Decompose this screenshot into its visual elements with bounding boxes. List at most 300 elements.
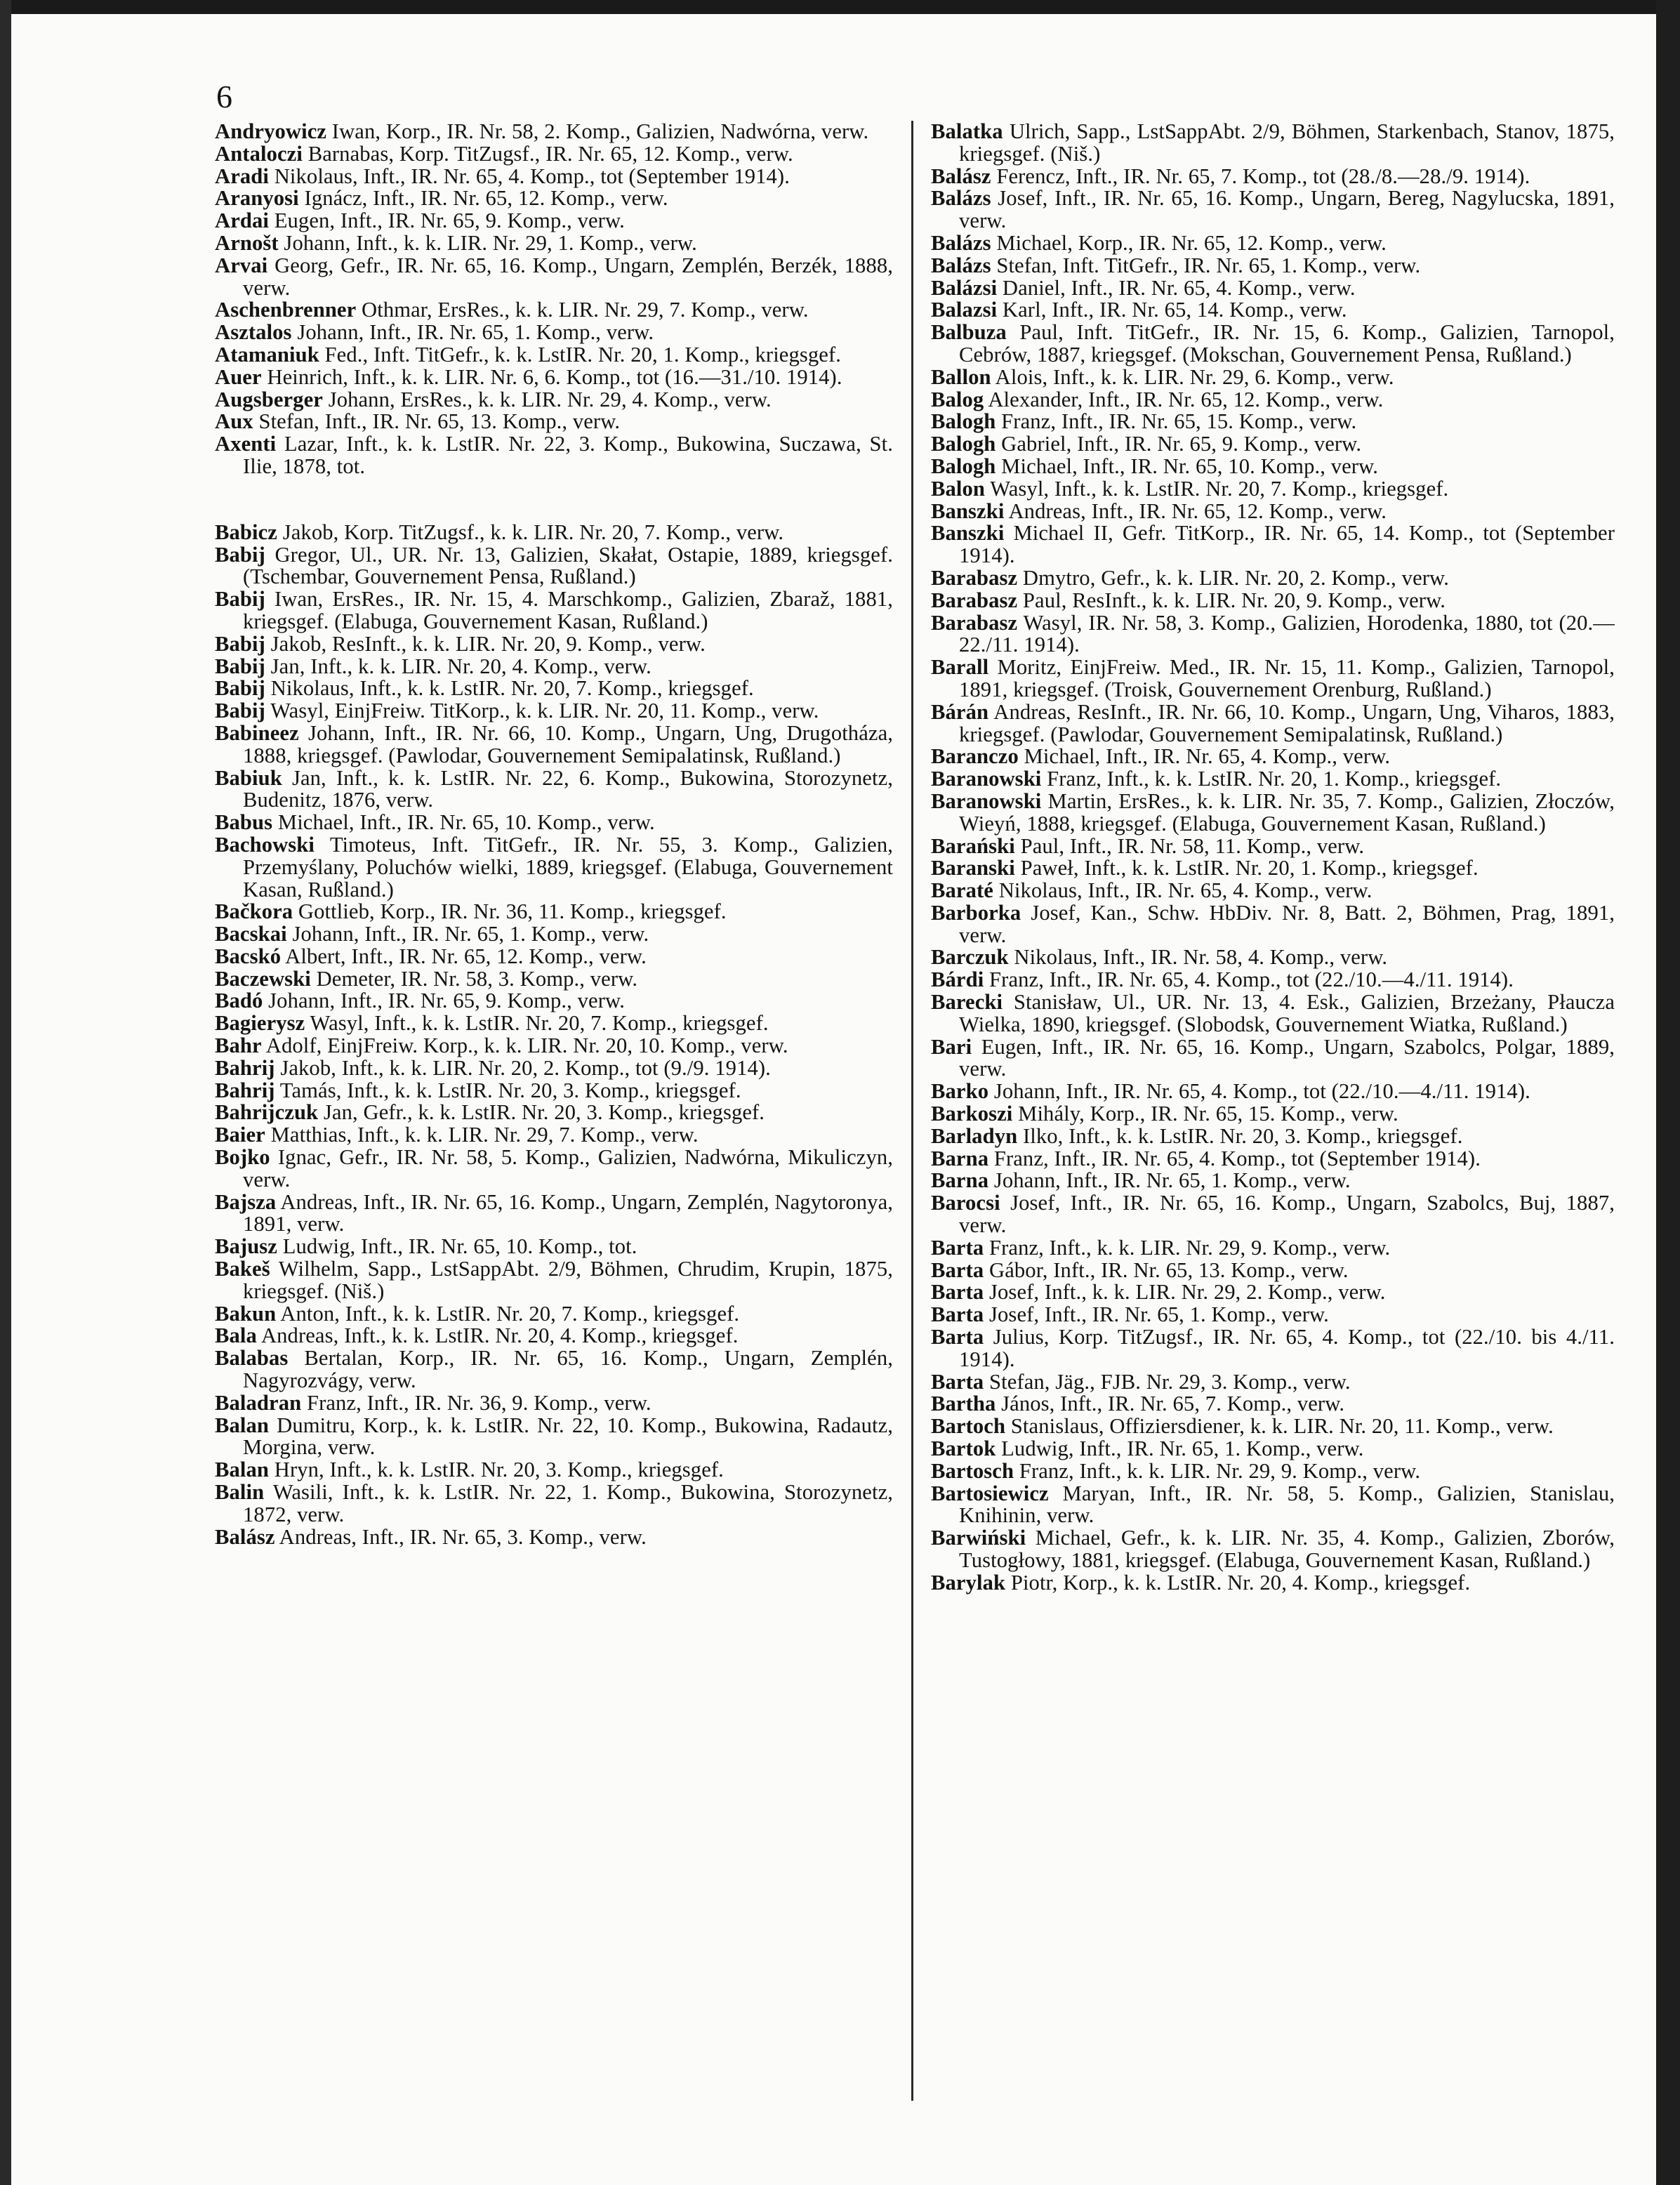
entry-details: Ignácz, Inft., IR. Nr. 65, 12. Komp., verw. [298,186,668,211]
entry-details: Paul, Inft. TitGefr., IR. Nr. 15, 6. Komp., Galizien, Tarnopol, Cebrów, 1887, kriegsgef. (Mokschan, Gouvernement Pensa, Rußland.) [959,320,1615,367]
entry-surname: Bacskó [215,944,282,968]
entry-surname: Bahrijczuk [215,1100,319,1125]
entry-details: Franz, Inft., k. k. LIR. Nr. 29, 9. Komp., verw. [1014,1458,1421,1483]
list-entry [931,1192,1615,1237]
entry-surname: Balázs [931,186,991,211]
list-entry [215,1481,893,1526]
list-entry [215,1258,893,1303]
list-entry [215,210,893,232]
entry-details: Othmar, ErsRes., k. k. LIR. Nr. 29, 7. Komp., verw. [356,298,809,322]
entry-details: Jan, Inft., k. k. LstIR. Nr. 22, 6. Komp., Bukowina, Storozynetz, Budenitz, 1876, verw. [243,765,893,812]
entry-details: Barnabas, Korp. TitZugsf., IR. Nr. 65, 12. Komp., verw. [302,141,793,166]
list-entry [931,590,1615,612]
entry-surname: Balász [215,1524,275,1549]
left-column [215,121,893,1548]
entry-details: Michael, Gefr., k. k. LIR. Nr. 35, 4. Komp., Galizien, Zborów, Tustogłowy, 1881, kriegsgef. (Elabuga, Gouvernement Kasan, Rußland.) [959,1526,1615,1572]
list-entry [931,1036,1615,1081]
entry-surname: Augsberger [215,387,323,411]
entry-surname: Babij [215,654,265,678]
entry-details: Paul, Inft., IR. Nr. 58, 11. Komp., verw. [1014,833,1365,858]
entry-surname: Baladran [215,1390,302,1415]
entry-details: Paweł, Inft., k. k. LstIR. Nr. 20, 1. Komp., kriegsgef. [1014,856,1479,880]
entry-details: Ilko, Inft., k. k. LstIR. Nr. 20, 3. Komp., kriegsgef. [1017,1123,1463,1148]
list-entry [215,121,893,143]
entry-surname: Bajusz [215,1234,277,1259]
entry-surname: Barabasz [931,610,1018,635]
entry-details: Wasili, Inft., k. k. LstIR. Nr. 22, 1. Komp., Bukowina, Storozynetz, 1872, verw. [243,1480,893,1526]
list-entry [931,322,1615,367]
list-entry [931,1460,1615,1483]
entry-surname: Babij [215,631,265,656]
entry-surname: Barta [931,1235,984,1260]
entry-surname: Banszki [931,499,1005,523]
list-entry [215,1459,893,1481]
entry-details: Jakob, ResInft., k. k. LIR. Nr. 20, 9. Komp., verw. [265,631,706,656]
scan-edge-left [0,0,11,2185]
entry-details: Josef, Kan., Schw. HbDiv. Nr. 8, Batt. 2, Böhmen, Prag, 1891, verw. [959,900,1615,947]
entry-surname: Ardai [215,209,269,233]
list-entry [931,1304,1615,1326]
list-entry [931,902,1615,947]
entry-surname: Babij [215,676,265,701]
entry-details: Bertalan, Korp., IR. Nr. 65, 16. Komp., Ungarn, Zemplén, Nagyrozvágy, verw. [243,1346,893,1393]
list-entry [931,768,1615,791]
list-entry [931,656,1615,701]
list-entry [931,166,1615,188]
list-entry [931,1170,1615,1192]
entry-surname: Balon [931,476,986,501]
list-entry [931,1415,1615,1438]
entry-surname: Baczewski [215,966,311,991]
entry-details: Franz, Inft., IR. Nr. 65, 4. Komp., tot (September 1914). [988,1146,1481,1170]
entry-details: Piotr, Korp., k. k. LstIR. Nr. 20, 4. Komp., kriegsgef. [1005,1570,1471,1595]
entry-details: Demeter, IR. Nr. 58, 3. Komp., verw. [310,966,638,991]
entry-surname: Bárdi [931,968,984,992]
entry-details: Franz, Inft., k. k. LIR. Nr. 29, 9. Komp., verw. [984,1235,1391,1260]
entry-surname: Aradi [215,164,269,188]
entry-details: Johann, Inft., IR. Nr. 65, 1. Komp., verw. [988,1168,1351,1193]
list-entry [931,1371,1615,1394]
list-entry [215,411,893,433]
list-entry [215,364,893,389]
left-column-a-entries [215,121,893,478]
entry-details: Andreas, ResInft., IR. Nr. 66, 10. Komp., Ungarn, Ung, Viharos, 1883, kriegsgef. (Pawlodar, Gouvernement Semipalatinsk, Rußland.) [959,699,1615,746]
entry-details: Stanisław, Ul., UR. Nr. 13, 4. Esk., Galizien, Brzeżany, Płaucza Wielka, 1890, kriegsgef. (Slobodsk, Gouvernement Wiatka, Rußland.) [959,990,1615,1036]
list-entry [215,1526,893,1549]
entry-details: Johann, Inft., k. k. LIR. Nr. 29, 1. Komp., verw. [278,230,697,255]
entry-details: Jan, Gefr., k. k. LstIR. Nr. 20, 3. Komp., kriegsgef. [318,1100,765,1125]
list-entry [931,991,1615,1036]
list-entry [215,1303,893,1326]
entry-surname: Bari [931,1034,972,1059]
entry-details: Anton, Inft., k. k. LstIR. Nr. 20, 7. Komp., kriegsgef. [276,1301,740,1326]
entry-details: Jan, Inft., k. k. LIR. Nr. 20, 4. Komp., verw. [265,654,652,678]
list-entry [931,946,1615,969]
entry-details: Lazar, Inft., k. k. LstIR. Nr. 22, 3. Komp., Bukowina, Suczawa, St. Ilie, 1878, tot. [243,432,893,478]
entry-details: Daniel, Inft., IR. Nr. 65, 4. Komp., verw. [997,275,1356,300]
list-entry [215,1035,893,1057]
scan-edge-right [1656,0,1680,2185]
list-entry [215,143,893,166]
list-entry [215,1191,893,1236]
entry-details: Wasyl, EinjFreiw. TitKorp., k. k. LIR. Nr. 20, 11. Komp., verw. [265,699,819,723]
entry-surname: Balász [931,164,991,188]
entry-surname: Barocsi [931,1191,1000,1215]
entry-surname: Balazsi [931,298,998,322]
entry-surname: Babus [215,810,273,835]
list-entry [931,1527,1615,1572]
entry-details: Maryan, Inft., IR. Nr. 58, 5. Komp., Galizien, Stanislau, Knihinin, verw. [959,1481,1615,1528]
list-entry [215,901,893,923]
list-entry [931,1125,1615,1148]
entry-surname: Ballon [931,364,991,389]
entry-details: Michael II, Gefr. TitKorp., IR. Nr. 65, 14. Komp., tot (September 1914). [959,521,1615,568]
entry-details: Andreas, Inft., IR. Nr. 65, 16. Komp., Ungarn, Zemplén, Nagytoronya, 1891, verw. [243,1189,893,1236]
entry-surname: Barta [931,1369,984,1394]
entry-surname: Balabas [215,1346,289,1371]
entry-surname: Banszki [931,521,1005,546]
entry-details: Nikolaus, Inft., k. k. LstIR. Nr. 20, 7. Komp., kriegsgef. [265,676,754,701]
entry-details: Hryn, Inft., k. k. LstIR. Nr. 20, 3. Komp., kriegsgef. [269,1458,724,1482]
list-entry [931,232,1615,255]
list-entry [215,1236,893,1258]
list-entry [215,344,893,367]
entry-surname: Barkoszi [931,1102,1013,1126]
entry-surname: Barta [931,1257,984,1282]
list-entry [215,166,893,188]
list-entry [931,833,1615,858]
list-entry [215,255,893,300]
entry-surname: Bartha [931,1392,996,1416]
entry-surname: Balázs [931,253,991,277]
entry-surname: Baranski [931,856,1015,880]
entry-surname: Balin [215,1480,265,1505]
entry-details: Albert, Inft., IR. Nr. 65, 12. Komp., verw. [281,944,647,968]
list-entry [931,1326,1615,1371]
entry-surname: Bahrij [215,1078,275,1102]
list-entry [931,433,1615,456]
entry-details: Fed., Inft. TitGefr., k. k. LstIR. Nr. 20, 1. Komp., kriegsgef. [319,342,841,367]
entry-details: Franz, Inft., IR. Nr. 36, 9. Komp., verw. [301,1390,652,1415]
entry-details: Johann, Inft., IR. Nr. 65, 1. Komp., verw. [291,320,654,345]
entry-details: Georg, Gefr., IR. Nr. 65, 16. Komp., Ungarn, Zemplén, Berzék, 1888, verw. [243,253,893,300]
list-entry [931,1081,1615,1103]
list-entry [215,299,893,322]
list-entry [931,255,1615,277]
entry-details: Gábor, Inft., IR. Nr. 65, 13. Komp., verw. [984,1257,1349,1282]
entry-surname: Balogh [931,409,996,434]
list-entry [215,1124,893,1147]
list-entry [931,478,1615,501]
list-entry [931,969,1615,991]
entry-surname: Baraté [931,878,993,903]
entry-surname: Barna [931,1146,989,1170]
entry-surname: Balatka [931,119,1003,143]
entry-surname: Balázsi [931,275,998,300]
list-entry [215,544,893,589]
entry-details: Nikolaus, Inft., IR. Nr. 58, 4. Komp., verw. [1008,945,1388,970]
entry-surname: Barall [931,655,989,680]
list-entry [931,701,1615,746]
entry-surname: Barczuk [931,945,1009,970]
entry-surname: Arnošt [215,230,279,255]
entry-surname: Balogh [931,454,996,478]
entry-details: Nikolaus, Inft., IR. Nr. 65, 4. Komp., verw. [993,878,1373,903]
entry-surname: Asztalos [215,320,292,345]
entry-details: Andreas, Inft., IR. Nr. 65, 3. Komp., verw. [275,1524,647,1549]
entry-surname: Barański [931,833,1015,858]
entry-surname: Aranyosi [215,186,299,211]
list-entry [215,1147,893,1191]
list-entry [931,501,1615,523]
entry-details: Dumitru, Korp., k. k. LstIR. Nr. 22, 10. Komp., Bukowina, Radautz, Morgina, verw. [243,1413,893,1460]
list-entry [931,364,1615,389]
entry-details: Johann, Inft., IR. Nr. 66, 10. Komp., Ungarn, Ung, Drugotháza, 1888, kriegsgef. (Pawlodar, Gouvernement Semipalatinsk, Rußland.) [243,720,893,767]
entry-surname: Bačkora [215,899,293,924]
list-entry [215,722,893,767]
entry-surname: Antaloczi [215,141,303,166]
entry-surname: Balbuza [931,320,1007,345]
entry-details: Heinrich, Inft., k. k. LIR. Nr. 6, 6. Komp., tot (16.—31./10. 1914). [261,364,842,389]
entry-surname: Balan [215,1458,270,1482]
entry-details: Josef, Inft., IR. Nr. 65, 1. Komp., verw. [984,1302,1329,1327]
entry-surname: Barna [931,1168,989,1193]
entry-surname: Bahr [215,1034,262,1058]
entry-details: Gregor, Ul., UR. Nr. 13, Galizien, Skałat, Ostapie, 1889, kriegsgef. (Tschembar, Gouvernement Pensa, Rußland.) [243,542,893,589]
entry-details: Nikolaus, Inft., IR. Nr. 65, 4. Komp., tot (September 1914). [268,164,790,188]
entry-surname: Baranowski [931,788,1042,813]
entry-details: Martin, ErsRes., k. k. LIR. Nr. 35, 7. Komp., Galizien, Złoczów, Wieyń, 1888, kriegsgef. (Elabuga, Gouvernement Kasan, Rußland.) [959,788,1615,836]
entry-details: Karl, Inft., IR. Nr. 65, 14. Komp., verw. [997,298,1347,322]
section-gap [215,478,893,522]
entry-details: Josef, Inft., IR. Nr. 65, 16. Komp., Ungarn, Szabolcs, Buj, 1887, verw. [959,1191,1615,1238]
list-entry [215,923,893,946]
entry-surname: Barabasz [931,588,1018,612]
list-entry [931,389,1615,411]
entry-surname: Baranczo [931,744,1019,769]
entry-details: Stefan, Inft., IR. Nr. 65, 13. Komp., verw. [253,409,621,434]
entry-surname: Babij [215,699,265,723]
list-entry [215,1102,893,1124]
entry-details: Iwan, Korp., IR. Nr. 58, 2. Komp., Galizien, Nadwórna, verw. [326,119,869,143]
entry-surname: Balogh [931,432,996,456]
list-entry [931,1483,1615,1528]
entry-surname: Bakeš [215,1257,270,1281]
page-number: 6 [216,79,232,114]
entry-surname: Babineez [215,720,299,745]
entry-details: Stanislaus, Offiziersdiener, k. k. LIR. Nr. 20, 11. Komp., verw. [1005,1414,1554,1439]
list-entry [931,277,1615,300]
entry-surname: Arvai [215,253,268,277]
entry-details: Eugen, Inft., IR. Nr. 65, 16. Komp., Ungarn, Szabolcs, Polgar, 1889, verw. [959,1034,1615,1081]
entry-details: Wasyl, Inft., k. k. LstIR. Nr. 20, 7. Komp., kriegsgef. [985,476,1449,501]
entry-details: Jakob, Inft., k. k. LIR. Nr. 20, 2. Komp., tot (9./9. 1914). [275,1055,771,1080]
list-entry [215,1392,893,1415]
entry-details: Johann, Inft., IR. Nr. 65, 1. Komp., verw. [286,922,649,946]
list-entry [215,1012,893,1035]
entry-surname: Bakun [215,1301,277,1326]
entry-details: Tamás, Inft., k. k. LstIR. Nr. 20, 3. Komp., kriegsgef. [275,1078,741,1102]
entry-surname: Aux [215,409,253,434]
list-entry [931,1393,1615,1415]
entry-details: Andreas, Inft., k. k. LstIR. Nr. 20, 4. Komp., kriegsgef. [256,1323,739,1348]
list-entry [931,857,1615,880]
entry-surname: Balázs [931,230,991,255]
entry-details: Michael, Inft., IR. Nr. 65, 10. Komp., verw. [272,810,655,835]
list-entry [215,656,893,678]
entry-details: Alois, Inft., k. k. LIR. Nr. 29, 6. Komp., verw. [991,364,1394,389]
entry-details: Stefan, Inft. TitGefr., IR. Nr. 65, 1. Komp., verw. [991,253,1421,277]
list-entry [215,946,893,968]
entry-surname: Barylak [931,1570,1006,1595]
entry-details: Josef, Inft., IR. Nr. 65, 16. Komp., Ungarn, Bereg, Nagylucska, 1891, verw. [959,186,1615,233]
entry-surname: Babiuk [215,765,282,790]
list-entry [931,522,1615,567]
list-entry [931,1103,1615,1125]
list-entry [931,1257,1615,1282]
list-entry [931,880,1615,902]
entry-details: Ludwig, Inft., IR. Nr. 65, 10. Komp., tot. [277,1234,637,1259]
right-column [931,121,1615,1595]
entry-surname: Bacskai [215,922,287,946]
list-entry [931,788,1615,836]
entry-details: Iwan, ErsRes., IR. Nr. 15, 4. Marschkomp., Galizien, Zbaraž, 1881, kriegsgef. (Elabuga, Gouvernement Kasan, Rußland.) [243,587,893,633]
list-entry [215,522,893,544]
list-entry [215,433,893,478]
entry-details: Paul, ResInft., k. k. LIR. Nr. 20, 9. Komp., verw. [1017,588,1446,612]
entry-surname: Bartosch [931,1458,1014,1483]
entry-details: Ludwig, Inft., IR. Nr. 65, 1. Komp., verw. [996,1437,1364,1461]
entry-details: Wasyl, Inft., k. k. LstIR. Nr. 20, 7. Komp., kriegsgef. [305,1011,769,1036]
list-entry [215,1325,893,1347]
entry-details: Dmytro, Gefr., k. k. LIR. Nr. 20, 2. Komp., verw. [1017,565,1449,590]
entry-surname: Andryowicz [215,119,327,143]
entry-details: Johann, Inft., IR. Nr. 65, 4. Komp., tot (22./10.—4./11. 1914). [988,1079,1530,1104]
entry-details: Gottlieb, Korp., IR. Nr. 36, 11. Komp., kriegsgef. [293,899,727,924]
list-entry [931,1148,1615,1170]
entry-surname: Bartosiewicz [931,1481,1049,1505]
entry-details: Mihály, Korp., IR. Nr. 65, 15. Komp., verw. [1012,1102,1398,1126]
entry-details: Julius, Korp. TitZugsf., IR. Nr. 65, 4. Komp., tot (22./10. bis 4./11. 1914). [959,1325,1615,1371]
list-entry [931,187,1615,232]
list-entry [215,968,893,991]
entry-surname: Axenti [215,432,277,456]
entry-surname: Aschenbrenner [215,298,357,322]
entry-details: Timoteus, Inft. TitGefr., IR. Nr. 55, 3. Komp., Galizien, Przemyślany, Poluchów wielki, 1889, kriegsgef. (Elabuga, Gouvernement Kasan, Rußland.) [243,832,893,902]
entry-surname: Bartoch [931,1414,1006,1439]
entry-surname: Atamaniuk [215,342,319,367]
entry-details: Andreas, Inft., IR. Nr. 65, 12. Komp., verw. [1004,499,1387,523]
entry-details: Alexander, Inft., IR. Nr. 65, 12. Komp., verw. [984,387,1384,411]
list-entry [931,1237,1615,1260]
entry-surname: Barecki [931,990,1003,1015]
list-entry [931,567,1615,590]
entry-details: Michael, Korp., IR. Nr. 65, 12. Komp., verw. [991,230,1387,255]
list-entry [215,812,893,834]
list-entry [931,1572,1615,1595]
entry-details: Johann, ErsRes., k. k. LIR. Nr. 29, 4. Komp., verw. [322,387,772,411]
entry-details: Ignac, Gefr., IR. Nr. 58, 5. Komp., Galizien, Nadwórna, Mikuliczyn, verw. [243,1145,893,1191]
entry-details: Franz, Inft., IR. Nr. 65, 15. Komp., verw. [996,409,1357,434]
entry-details: Johann, Inft., IR. Nr. 65, 9. Komp., verw. [263,989,625,1013]
entry-surname: Babij [215,542,265,567]
list-entry [931,411,1615,433]
entry-surname: Bojko [215,1145,270,1170]
column-divider [911,121,913,2101]
list-entry [215,588,893,633]
list-entry [931,299,1615,322]
entry-details: Gabriel, Inft., IR. Nr. 65, 9. Komp., verw. [996,432,1362,456]
entry-details: Jakob, Korp. TitZugsf., k. k. LIR. Nr. 20, 7. Komp., verw. [277,520,784,544]
entry-surname: Babij [215,587,265,612]
list-entry [931,1438,1615,1460]
list-entry [215,1415,893,1460]
list-entry [931,746,1615,768]
list-entry [215,232,893,255]
entry-details: Stefan, Jäg., FJB. Nr. 29, 3. Komp., verw. [984,1369,1351,1394]
list-entry [931,1281,1615,1304]
entry-details: Ulrich, Sapp., LstSappAbt. 2/9, Böhmen, Starkenbach, Stanov, 1875, kriegsgef. (Niš.) [959,119,1615,166]
entry-details: János, Inft., IR. Nr. 65, 7. Komp., verw. [996,1392,1345,1416]
list-entry [215,1057,893,1080]
list-entry [215,1080,893,1102]
list-entry [931,612,1615,657]
entry-surname: Barta [931,1280,984,1305]
entry-surname: Barladyn [931,1123,1018,1148]
list-entry [215,389,893,411]
entry-details: Adolf, EinjFreiw. Korp., k. k. LIR. Nr. 20, 10. Komp., verw. [261,1034,788,1058]
entry-surname: Baier [215,1123,265,1147]
entry-surname: Barabasz [931,565,1018,590]
list-entry [215,322,893,344]
entry-surname: Bartok [931,1437,996,1461]
scan-edge-top [0,0,1680,14]
entry-surname: Bárán [931,699,989,724]
list-entry [215,187,893,210]
entry-details: Michael, Inft., IR. Nr. 65, 10. Komp., verw. [996,454,1379,478]
entry-details: Wilhelm, Sapp., LstSappAbt. 2/9, Böhmen, Chrudim, Krupin, 1875, kriegsgef. (Niš.) [243,1257,893,1303]
entry-surname: Bala [215,1323,257,1348]
entry-surname: Barta [931,1325,984,1349]
list-entry [215,1347,893,1392]
entry-details: Eugen, Inft., IR. Nr. 65, 9. Komp., verw. [268,209,625,233]
entry-surname: Bahrij [215,1055,275,1080]
list-entry [931,121,1615,166]
entry-details: Franz, Inft., k. k. LstIR. Nr. 20, 1. Komp., kriegsgef. [1041,767,1502,791]
list-entry [931,456,1615,478]
entry-surname: Baranowski [931,767,1042,791]
list-entry [215,633,893,656]
entry-details: Franz, Inft., IR. Nr. 65, 4. Komp., tot (22./10.—4./11. 1914). [984,968,1514,992]
list-entry [215,990,893,1012]
entry-details: Matthias, Inft., k. k. LIR. Nr. 29, 7. Komp., verw. [265,1123,699,1147]
list-entry [215,834,893,901]
entry-details: Josef, Inft., k. k. LIR. Nr. 29, 2. Komp., verw. [984,1280,1386,1305]
entry-surname: Bajsza [215,1189,277,1214]
entry-surname: Auer [215,364,262,389]
list-entry [215,678,893,700]
list-entry [215,767,893,812]
entry-surname: Bachowski [215,832,315,857]
entry-surname: Babicz [215,520,277,544]
entry-details: Michael, Inft., IR. Nr. 65, 4. Komp., verw. [1018,744,1391,769]
entry-details: Wasyl, IR. Nr. 58, 3. Komp., Galizien, Horodenka, 1880, tot (20.—22./11. 1914). [959,610,1615,657]
entry-details: Moritz, EinjFreiw. Med., IR. Nr. 15, 11. Komp., Galizien, Tarnopol, 1891, kriegsgef. (Troisk, Gouvernement Orenburg, Rußland.) [959,655,1615,701]
entry-surname: Barta [931,1302,984,1327]
entry-surname: Balog [931,387,984,411]
left-column-b-entries [215,522,893,1549]
entry-surname: Balan [215,1413,270,1437]
